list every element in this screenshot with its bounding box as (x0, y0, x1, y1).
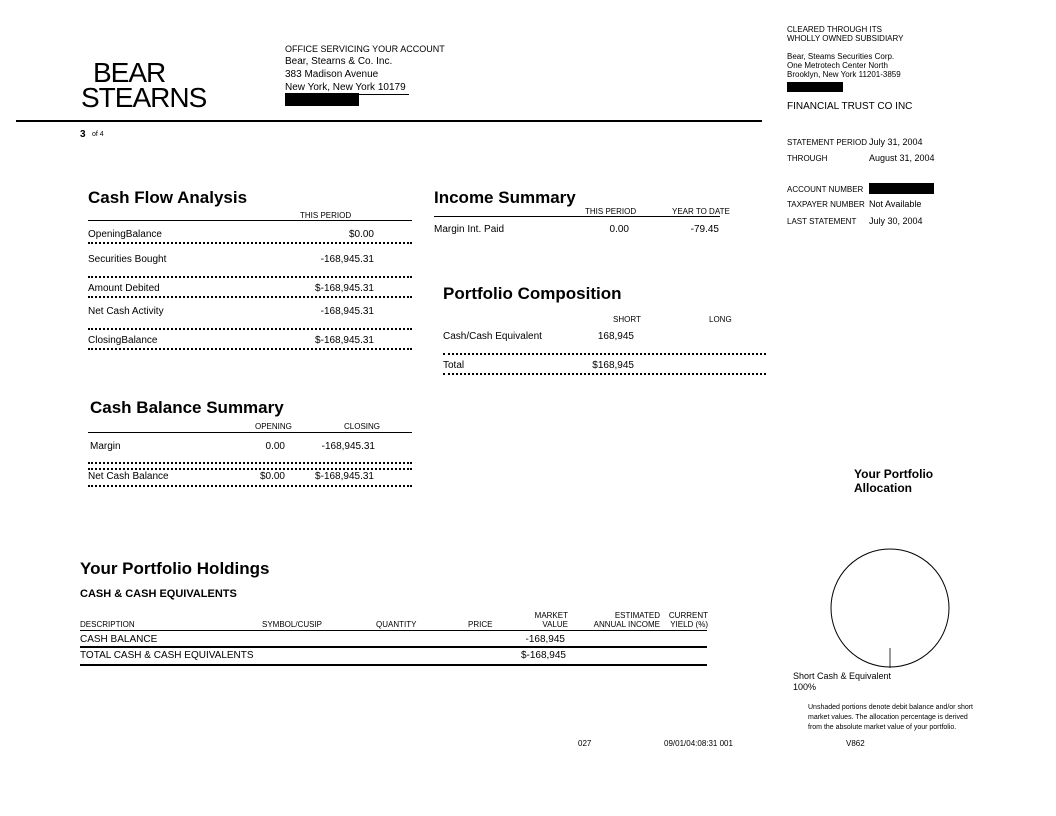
taxpayer-value: Not Available (869, 199, 922, 209)
cash-flow-label: Net Cash Activity (88, 306, 164, 317)
clearing-address2: Brooklyn, New York 11201-3859 (787, 70, 901, 79)
income-col-ytd: YEAR TO DATE (672, 207, 730, 216)
clearing-name: Bear, Steams Securities Corp. (787, 52, 895, 61)
statement-period-value: July 31, 2004 (869, 137, 923, 147)
holdings-title: Your Portfolio Holdings (80, 559, 270, 578)
portfolio-comp-total-short: $168,945 (592, 360, 634, 371)
footer-code1: 027 (578, 739, 592, 748)
cash-balance-row-opening: 0.00 (265, 441, 285, 452)
portfolio-comp-row-short: 168,945 (597, 331, 634, 342)
allocation-legend-pct: 100% (793, 682, 817, 692)
account-number-redacted (869, 183, 934, 194)
holdings-col-current-yield-line2: YIELD (%) (670, 620, 708, 629)
allocation-pie-chart (820, 540, 960, 670)
holdings-col-estimated-income-line2: ANNUAL INCOME (593, 620, 660, 629)
office-street: 383 Madison Avenue (285, 69, 379, 80)
cash-flow-label: ClosingBalance (88, 335, 158, 346)
cash-flow-label: Securities Bought (88, 254, 167, 265)
cash-flow-label: OpeningBalance (88, 229, 162, 240)
holdings-subtitle: CASH & CASH EQUIVALENTS (80, 588, 237, 600)
income-row-label: Margin Int. Paid (434, 224, 505, 235)
statement-period-label: STATEMENT PERIOD (787, 138, 868, 147)
redacted-block (787, 82, 843, 92)
portfolio-comp-total-label: Total (443, 360, 465, 371)
last-statement-label: LAST STATEMENT (787, 217, 857, 226)
holdings-col-current-yield (664, 611, 708, 629)
holdings-total-value: $-168,945 (520, 650, 566, 661)
portfolio-comp-col-short: SHORT (613, 315, 641, 324)
holdings-col-estimated-income (590, 611, 660, 629)
cash-flow-value: -168,945.31 (320, 306, 374, 317)
cash-balance-col-opening: OPENING (255, 422, 292, 431)
footer-timestamp: 09/01/04:08:31 001 (664, 739, 733, 748)
holdings-col-price: PRICE (468, 620, 493, 629)
holdings-row-value: -168,945 (525, 634, 565, 645)
cash-flow-title: Cash Flow Analysis (88, 188, 248, 207)
allocation-title-line2: Allocation (854, 481, 913, 495)
cash-balance-title: Cash Balance Summary (90, 398, 284, 417)
clearing-address1: One Metrotech Center North (787, 61, 888, 70)
page-number: 3 (80, 129, 86, 140)
office-label: OFFICE SERVICING YOUR ACCOUNT (285, 44, 445, 54)
redacted-block (285, 93, 359, 106)
allocation-note-line: from the absolute market value of your portfolio. (808, 724, 957, 731)
allocation-legend-label: Short Cash & Equivalent (793, 671, 892, 681)
allocation-note (808, 703, 973, 733)
income-row-period: 0.00 (609, 224, 629, 235)
holdings-col-market-value-line2: VALUE (542, 620, 568, 629)
holdings-col-current-yield-line1: CURRENT (668, 611, 708, 620)
last-statement-value: July 30, 2004 (869, 216, 923, 226)
clearing-line1: CLEARED THROUGH ITS (787, 25, 882, 34)
cash-flow-label: Amount Debited (88, 283, 160, 294)
net-cash-balance-label: Net Cash Balance (88, 471, 169, 482)
income-title: Income Summary (434, 188, 576, 207)
holdings-col-quantity: QUANTITY (376, 620, 417, 629)
page-of: of 4 (92, 131, 104, 138)
holdings-total-description: TOTAL CASH & CASH EQUIVALENTS (80, 650, 254, 661)
through-value: August 31, 2004 (869, 153, 935, 163)
allocation-note-line: Unshaded portions denote debit balance and/or short (808, 704, 974, 711)
cash-balance-row-closing: -168,945.31 (321, 441, 375, 452)
holdings-col-market-value (510, 611, 568, 629)
clearing-line2: WHOLLY OWNED SUBSIDIARY (787, 34, 904, 43)
portfolio-comp-col-long: LONG (709, 315, 732, 324)
logo-line2: STEARNS (81, 82, 207, 113)
footer-code2: V862 (846, 739, 865, 748)
office-name: Bear, Stearns & Co. Inc. (285, 56, 393, 67)
cash-flow-value: $-168,945.31 (315, 283, 374, 294)
logo-line1: BEAR (93, 57, 166, 88)
cash-flow-col-header: THIS PERIOD (300, 211, 352, 220)
net-cash-balance-opening: $0.00 (259, 471, 285, 482)
header-rule (16, 120, 762, 122)
office-city: New York, New York 10179 (285, 82, 406, 93)
net-cash-balance-closing: $-168,945.31 (315, 471, 374, 482)
cash-balance-col-closing: CLOSING (344, 422, 381, 431)
holdings-col-symbol: SYMBOL/CUSIP (262, 620, 323, 629)
cash-flow-value: $0.00 (348, 229, 374, 240)
cash-flow-value: $-168,945.31 (315, 335, 374, 346)
income-col-period: THIS PERIOD (585, 207, 637, 216)
allocation-title-line1: Your Portfolio (854, 467, 934, 481)
cash-balance-row-label: Margin (90, 441, 121, 452)
portfolio-comp-row-label: Cash/Cash Equivalent (443, 331, 542, 342)
holdings-col-estimated-income-line1: ESTIMATED (614, 611, 660, 620)
income-row-ytd: -79.45 (690, 224, 719, 235)
taxpayer-label: TAXPAYER NUMBER (787, 200, 865, 209)
allocation-title (854, 467, 933, 495)
holdings-col-market-value-line1: MARKET (534, 611, 568, 620)
holdings-row-description: CASH BALANCE (80, 634, 158, 645)
allocation-note-line: market values. The allocation percentage is derived (808, 714, 968, 721)
cash-flow-value: -168,945.31 (320, 254, 374, 265)
bear-stearns-logo (81, 57, 207, 113)
account-name: FINANCIAL TRUST CO INC (787, 101, 913, 112)
account-number-label: ACCOUNT NUMBER (787, 185, 864, 194)
through-label: THROUGH (787, 154, 828, 163)
holdings-col-description: DESCRIPTION (80, 620, 135, 629)
portfolio-comp-title: Portfolio Composition (443, 284, 622, 303)
